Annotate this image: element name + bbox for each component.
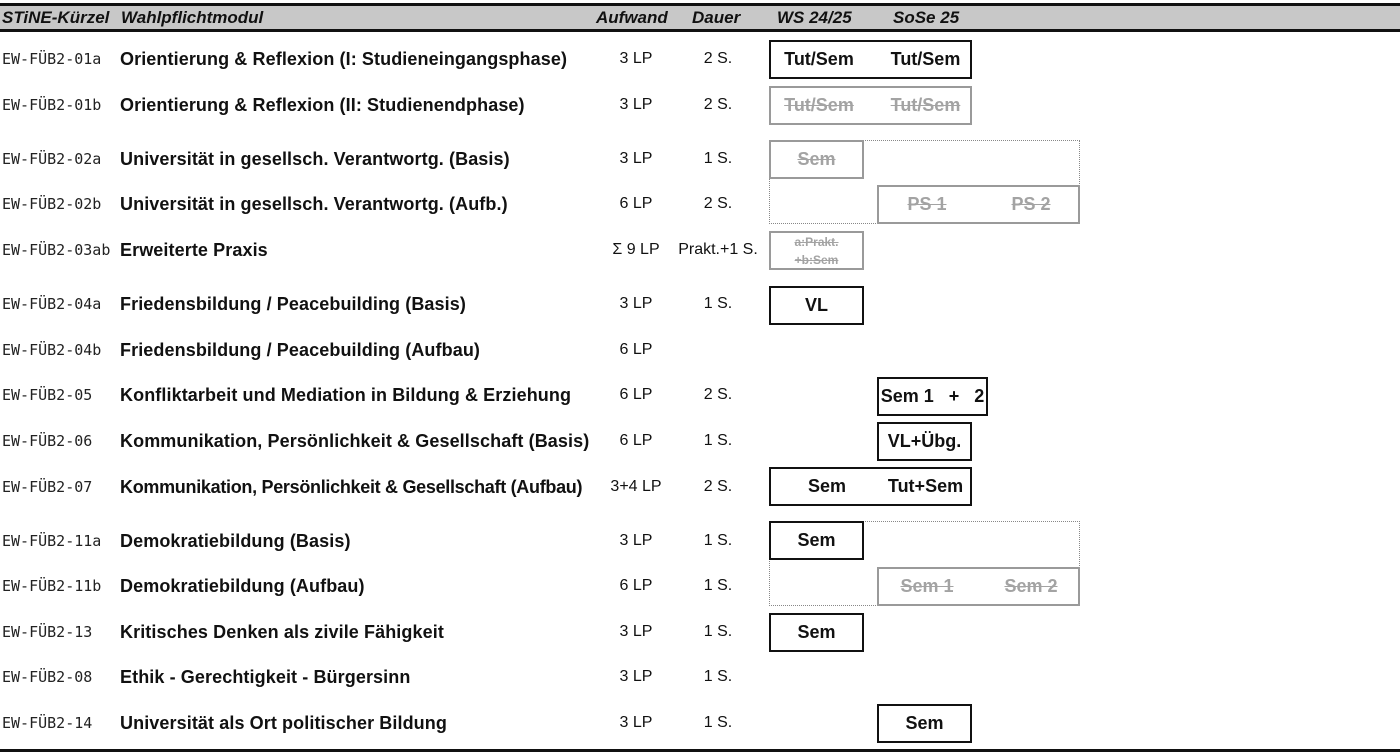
module-duration: 2 S. — [703, 195, 733, 212]
table-row — [0, 332, 1400, 368]
module-effort: 3+4 LP — [610, 478, 662, 495]
schedule-ss-label: Sem 2 — [1004, 576, 1058, 596]
module-code: EW-FÜB2-08 — [2, 668, 93, 686]
table-row — [0, 186, 1400, 222]
table-row — [0, 523, 1400, 559]
module-duration: 2 S. — [703, 50, 733, 67]
module-title: Universität in gesellsch. Verantwortg. (Basis) — [120, 149, 510, 169]
table-header — [0, 3, 1400, 32]
module-duration: Prakt.+1 S. — [678, 241, 758, 258]
header-ws: WS 24/25 — [777, 8, 852, 27]
schedule-ws-label: Sem — [807, 476, 847, 496]
table-row — [0, 141, 1400, 177]
schedule-box — [877, 422, 972, 461]
schedule-box — [769, 467, 972, 506]
module-title: Ethik - Gerechtigkeit - Bürgersinn — [120, 667, 411, 687]
module-duration: 1 S. — [703, 432, 733, 449]
schedule-ws-label: Sem — [797, 622, 836, 642]
schedule-line: +b:Sem — [794, 252, 839, 267]
table-row — [0, 659, 1400, 695]
schedule-box — [877, 377, 988, 416]
module-duration: 1 S. — [703, 577, 733, 594]
module-effort: 6 LP — [619, 432, 653, 449]
header-duration: Dauer — [692, 8, 741, 27]
table-row — [0, 377, 1400, 413]
module-title: Erweiterte Praxis — [120, 240, 268, 260]
module-effort: 3 LP — [619, 714, 653, 731]
module-code: EW-FÜB2-02b — [2, 195, 102, 213]
module-effort: 3 LP — [619, 532, 653, 549]
module-effort: 3 LP — [619, 96, 653, 113]
table-row — [0, 286, 1400, 322]
module-effort: 6 LP — [619, 195, 653, 212]
module-duration: 1 S. — [703, 295, 733, 312]
schedule-ss-label: Sem 1 + 2 — [880, 386, 985, 406]
module-code: EW-FÜB2-02a — [2, 150, 102, 168]
module-title: Orientierung & Reflexion (II: Studienendphase) — [120, 95, 525, 115]
module-effort: 3 LP — [619, 50, 653, 67]
schedule-ws-label: VL — [804, 295, 828, 315]
header-effort: Aufwand — [596, 8, 668, 27]
schedule-ws-label: Tut/Sem — [784, 49, 854, 69]
module-effort: 6 LP — [619, 386, 653, 403]
schedule-box — [769, 613, 864, 652]
schedule-ss-label: VL+Übg. — [887, 431, 962, 451]
module-code: EW-FÜB2-01b — [2, 96, 102, 114]
module-code: EW-FÜB2-13 — [2, 623, 93, 641]
module-duration — [676, 332, 760, 368]
module-effort: 6 LP — [619, 341, 653, 358]
module-code: EW-FÜB2-14 — [2, 714, 93, 732]
module-duration: 1 S. — [703, 714, 733, 731]
module-title: Konfliktarbeit und Mediation in Bildung & Erziehung — [120, 385, 572, 405]
module-code: EW-FÜB2-06 — [2, 432, 93, 450]
header-ss: SoSe 25 — [893, 8, 960, 27]
module-duration: 1 S. — [703, 623, 733, 640]
table-row — [0, 423, 1400, 459]
module-code: EW-FÜB2-01a — [2, 50, 102, 68]
module-title: Friedensbildung / Peacebuilding (Aufbau) — [120, 340, 481, 360]
module-duration: 1 S. — [703, 150, 733, 167]
module-code: EW-FÜB2-11b — [2, 577, 102, 595]
schedule-box-cancelled — [877, 185, 1080, 224]
module-title: Universität in gesellsch. Verantwortg. (Aufb.) — [120, 194, 508, 214]
module-duration: 2 S. — [703, 96, 733, 113]
schedule-ss-label: PS 2 — [1011, 194, 1051, 214]
schedule-ss-label: Sem — [905, 713, 944, 733]
schedule-ws-label: Sem — [797, 149, 836, 169]
module-code: EW-FÜB2-07 — [2, 478, 93, 496]
schedule-box — [877, 704, 972, 743]
schedule-box — [769, 40, 972, 79]
schedule-box-cancelled — [877, 567, 1080, 606]
module-title: Orientierung & Reflexion (I: Studieneingangsphase) — [120, 49, 568, 69]
schedule-box-cancelled — [769, 140, 864, 179]
module-title: Demokratiebildung (Aufbau) — [120, 576, 365, 596]
module-title: Friedensbildung / Peacebuilding (Basis) — [120, 294, 466, 314]
module-title: Demokratiebildung (Basis) — [120, 531, 351, 551]
module-title: Universität als Ort politischer Bildung — [120, 713, 447, 733]
module-code: EW-FÜB2-05 — [2, 386, 93, 404]
module-duration: 1 S. — [703, 668, 733, 685]
module-duration: 1 S. — [703, 532, 733, 549]
module-title: Kommunikation, Persönlichkeit & Gesellschaft (Basis) — [120, 431, 590, 451]
schedule-ws-label: Sem — [797, 530, 836, 550]
module-duration: 2 S. — [703, 478, 733, 495]
header-code: STiNE-Kürzel — [2, 8, 110, 27]
schedule-line: a:Prakt. — [794, 234, 839, 249]
module-title: Kommunikation, Persönlichkeit & Gesellschaft (Aufbau) — [120, 477, 583, 497]
schedule-box — [769, 286, 864, 325]
module-title: Kritisches Denken als zivile Fähigkeit — [120, 622, 444, 642]
module-duration: 2 S. — [703, 386, 733, 403]
schedule-box-cancelled — [769, 86, 972, 125]
table-row — [0, 568, 1400, 604]
schedule-box — [769, 521, 864, 560]
module-effort: Σ 9 LP — [612, 241, 660, 258]
table-row — [0, 614, 1400, 650]
schedule-ss-label: Tut+Sem — [887, 476, 964, 496]
module-code: EW-FÜB2-04a — [2, 295, 102, 313]
schedule-ss-label: Tut/Sem — [890, 49, 961, 69]
table-row — [0, 705, 1400, 741]
module-effort: 3 LP — [619, 295, 653, 312]
module-code: EW-FÜB2-03ab — [2, 241, 111, 259]
schedule-ss-label: Tut/Sem — [890, 95, 961, 115]
module-effort: 3 LP — [619, 150, 653, 167]
module-code: EW-FÜB2-04b — [2, 341, 102, 359]
table-bottom-rule — [0, 749, 1400, 752]
table-row — [0, 232, 1400, 268]
schedule-box-cancelled — [769, 231, 864, 270]
module-effort: 6 LP — [619, 577, 653, 594]
schedule-ss-label: Sem 1 — [900, 576, 954, 596]
table-row — [0, 469, 1400, 505]
module-effort: 3 LP — [619, 668, 653, 685]
schedule-ws-label: Tut/Sem — [784, 95, 854, 115]
table-row — [0, 41, 1400, 77]
schedule-ss-label: PS 1 — [907, 194, 947, 214]
module-code: EW-FÜB2-11a — [2, 532, 102, 550]
header-module: Wahlpflichtmodul — [121, 8, 264, 27]
schedule-ws-label — [771, 233, 862, 268]
table-row — [0, 87, 1400, 123]
module-effort: 3 LP — [619, 623, 653, 640]
